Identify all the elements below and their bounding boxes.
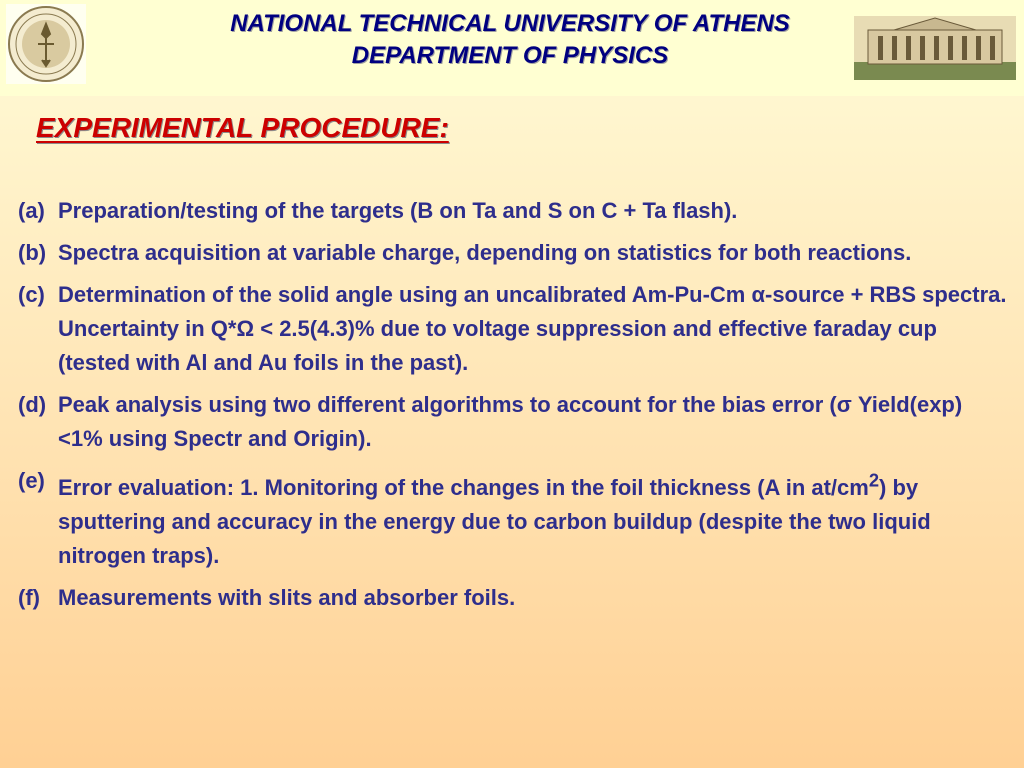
department-name: DEPARTMENT OF PHYSICS — [351, 42, 669, 69]
step-text: Peak analysis using two different algorithms to account for the bias error (σ Yield(exp) <1% using Spectr and Origin). — [58, 392, 963, 451]
list-item — [18, 194, 1008, 228]
university-building-icon — [854, 16, 1016, 80]
step-label: (b) — [18, 240, 47, 265]
step-text: Determination of the solid angle using an uncalibrated Am-Pu-Cm α-source + RBS spectra. Uncertainty in Q*Ω < 2.5(4.3)% due to voltage suppression and effective faraday cup (tested with Al and Au foils in the past). — [58, 282, 1007, 375]
list-item — [18, 464, 1008, 573]
step-label: (c) — [18, 282, 45, 307]
university-seal-icon — [6, 4, 86, 84]
step-label: (d) — [18, 392, 47, 417]
step-text — [58, 470, 931, 569]
step-label: (e) — [18, 468, 45, 493]
step-label: (f) — [18, 585, 40, 611]
list-item — [18, 236, 1008, 270]
university-name: NATIONAL TECHNICAL UNIVERSITY OF ATHENS — [230, 10, 790, 37]
step-text: Spectra acquisition at variable charge, depending on statistics for both reactions. — [58, 240, 912, 265]
step-text-before: Error evaluation: 1. Monitoring of the changes in the foil thickness (A in at/cm — [58, 475, 869, 501]
list-item — [18, 278, 1008, 380]
header-title — [120, 8, 900, 72]
step-superscript: 2 — [868, 470, 880, 491]
procedure-list — [18, 194, 1008, 623]
step-text: Measurements with slits and absorber foils. — [58, 585, 516, 611]
section-title: EXPERIMENTAL PROCEDURE: — [36, 112, 449, 143]
list-item — [18, 581, 1008, 615]
step-label: (a) — [18, 198, 45, 223]
list-item — [18, 388, 1008, 456]
step-text-after: ) by sputtering and accuracy in the energy due to carbon buildup (despite the two liquid nitrogen traps). — [58, 475, 931, 569]
step-text: Preparation/testing of the targets (B on Ta and S on C + Ta flash). — [58, 198, 738, 223]
